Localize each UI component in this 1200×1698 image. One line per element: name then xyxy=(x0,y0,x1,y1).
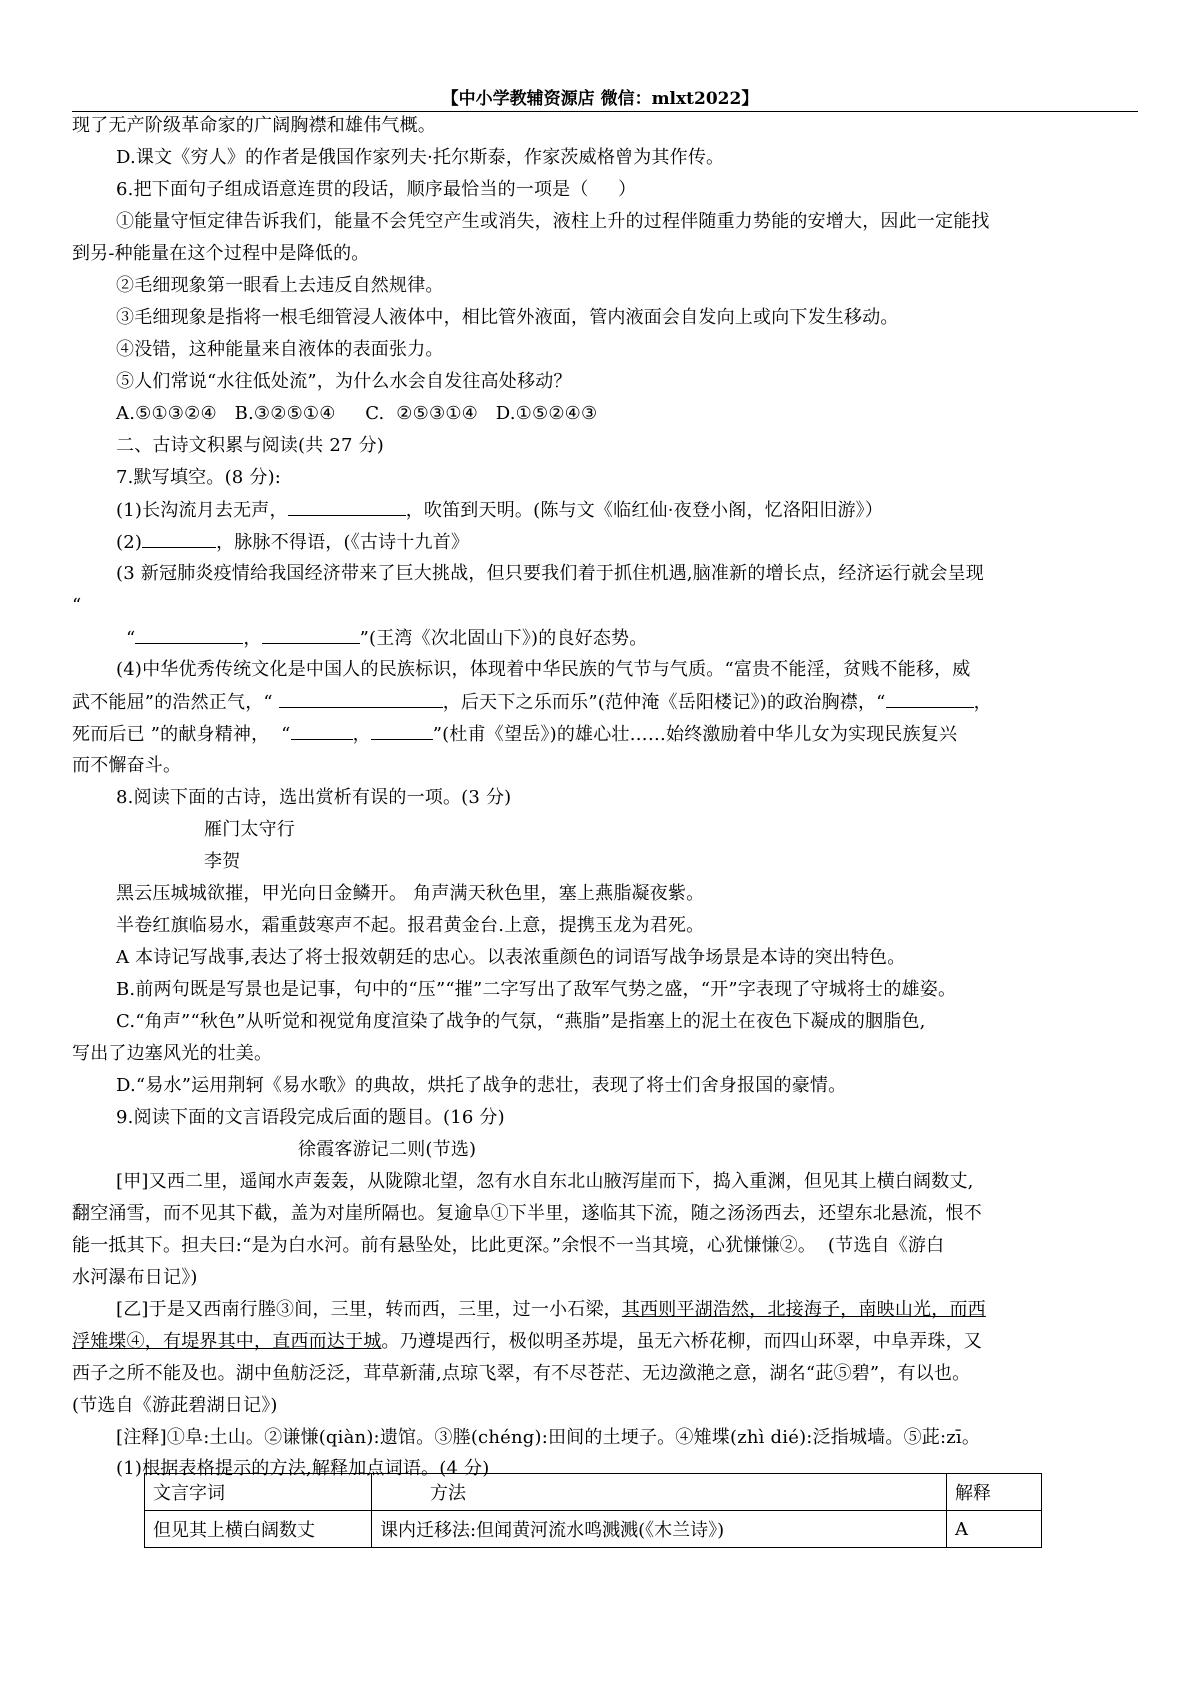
fill-line-4: (4)中华优秀传统文化是中国人的民族标识，体现着中华民族的气节与气质。“富贵不能淫，贫贱不能移，威 xyxy=(116,659,971,680)
answer-blank[interactable] xyxy=(371,721,433,740)
fill-text: ”(杜甫《望岳》)的雄心壮……始终激励着中华儿女为实现民族复兴 xyxy=(432,724,958,745)
sentence-3: ③毛细现象是指将一根毛细管浸人液体中，相比管外液面，管内液面会自发向上或向下发生移动。 xyxy=(116,307,899,328)
fill-text: ， xyxy=(973,692,992,713)
table-header: 解释 xyxy=(947,1474,1042,1511)
answer-blank[interactable] xyxy=(142,529,216,548)
fill-line-4b xyxy=(72,689,992,716)
answer-options: A.⑤①③②④ B.③②⑤①④ C. ②⑤③①④ D.①⑤②④③ xyxy=(116,403,598,424)
poem-title: 雁门太守行 xyxy=(204,819,295,840)
fill-line-2 xyxy=(116,529,469,556)
fill-text: (2) xyxy=(116,532,143,553)
annotation: [注释]①阜:土山。②谦慊(qiàn):遗馆。③塍(chéng):田间的土埂子。④雉堞(zhì dié):泛指城墙。⑤茈:zī。 xyxy=(116,1427,981,1448)
answer-table xyxy=(144,1473,1042,1548)
passage-title: 徐霞客游记二则(节选) xyxy=(298,1139,477,1160)
page-header: 【中小学教辅资源店 微信：mlxt2022】 xyxy=(441,89,759,109)
answer-blank[interactable] xyxy=(288,497,406,516)
table-cell: 课内迁移法:但闻黄河流水鸣溅溅(《木兰诗》) xyxy=(372,1511,947,1548)
fill-line-4c xyxy=(72,721,957,748)
option-d: D.课文《穷人》的作者是俄国作家列夫·托尔斯泰，作家茨威格曾为其作传。 xyxy=(116,147,725,168)
sentence-4: ④没错，这种能量来自液体的表面张力。 xyxy=(116,339,444,360)
fill-line-3b xyxy=(126,625,647,652)
passage-yi xyxy=(116,1297,986,1323)
fill-text: ，脉脉不得语，(《古诗十九首》 xyxy=(216,532,470,553)
text-line: 西子之所不能及也。湖中鱼舫泛泛，茸草新蒲,点琼飞翠，有不尽苍茫、无边潋滟之意，湖名“茈⑤碧”，有以也。 xyxy=(72,1363,971,1384)
header-rule xyxy=(72,111,1138,112)
table-header: 文言字词 xyxy=(145,1474,372,1511)
fill-line-1 xyxy=(116,497,883,524)
table-header: 方法 xyxy=(372,1474,947,1511)
fill-text: ，吹笛到天明。(陈与文《临红仙·夜登小阁，忆洛阳旧游》） xyxy=(405,500,884,521)
fill-text: (1)长沟流月去无声， xyxy=(116,500,288,521)
poem-line-2: 半卷红旗临易水，霜重鼓寒声不起。报君黄金台.上意，提携玉龙为君死。 xyxy=(116,915,705,936)
text-line: 现了无产阶级革命家的广阔胸襟和雄伟气概。 xyxy=(72,115,436,136)
underlined-text: 浮雉堞④，有堤界其中，直西而达于城 xyxy=(72,1331,382,1352)
text-line: 写出了边塞风光的壮美。 xyxy=(72,1043,273,1064)
option-a: A 本诗记写战事,表达了将士报效朝廷的忠心。以表浓重颜色的词语写战争场景是本诗的突出特色。 xyxy=(116,947,906,968)
text-line: 能一抵其下。担夫曰:“是为白水河。前有悬坠处，比此更深。”余恨不一当其境，心犹慊慊②。 (节选自《游白 xyxy=(72,1235,945,1256)
table-cell: 但见其上横白阔数丈 xyxy=(145,1511,372,1548)
text-line xyxy=(72,1329,982,1355)
underlined-text: 其西则平湖浩然，北接海子，南映山光，而西 xyxy=(621,1299,986,1320)
poem-line-1: 黑云压城城欲摧，甲光向日金鳞开。 角声满天秋色里，塞上燕脂凝夜紫。 xyxy=(116,883,705,904)
fill-text: 死而后已 ”的献身精神， “ xyxy=(72,724,291,745)
passage-text: [乙]于是又西南行塍③间，三里，转而西，三里，过一小石梁， xyxy=(116,1299,622,1320)
text-line: “ xyxy=(72,595,82,616)
text-line: (节选自《游茈碧湖日记》) xyxy=(72,1395,278,1416)
poem-author: 李贺 xyxy=(204,851,241,872)
table-row xyxy=(145,1511,1042,1548)
answer-blank[interactable] xyxy=(279,689,443,708)
table-header-row xyxy=(145,1474,1042,1511)
option-c: C.“角声”“秋色”从听觉和视觉角度渲染了战争的气氛，“燕脂”是指塞上的泥土在夜色下凝成的胭脂色, xyxy=(116,1011,926,1032)
text-line: 到另-种能量在这个过程中是降低的。 xyxy=(72,243,370,264)
question-9: 9.阅读下面的文言语段完成后面的题目。(16 分) xyxy=(116,1107,505,1128)
fill-text: ，后天下之乐而乐”(范仲淹《岳阳楼记》)的政治胸襟，“ xyxy=(442,692,886,713)
section-heading: 二、古诗文积累与阅读(共 27 分) xyxy=(116,435,384,456)
fill-text: ， xyxy=(352,724,371,745)
sentence-2: ②毛细现象第一眼看上去违反自然规律。 xyxy=(116,275,444,296)
option-b: B.前两句既是写景也是记事，句中的“压”“摧”二字写出了敌军气势之盛，“开”字表现了守城将士的雄姿。 xyxy=(116,979,957,1000)
fill-line-3: (3 新冠肺炎疫情给我国经济带来了巨大挑战，但只要我们着于抓住机遇,脑准新的增长点，经济运行就会呈现 xyxy=(116,563,984,584)
fill-text: ”(王湾《次北固山下》)的良好态势。 xyxy=(359,628,648,649)
question-7: 7.默写填空。(8 分): xyxy=(116,467,282,488)
fill-text: 武不能屈”的浩然正气，“ xyxy=(72,692,279,713)
table-cell[interactable]: A xyxy=(947,1511,1042,1548)
text-line: 而不懈奋斗。 xyxy=(72,755,182,776)
answer-blank[interactable] xyxy=(262,625,360,644)
question-8: 8.阅读下面的古诗，选出赏析有误的一项。(3 分) xyxy=(116,787,512,808)
passage-jia: [甲]又西二里，遥闻水声轰轰，从陇隙北望，忽有水自东北山腋泻崖而下，捣入重渊，但见其上横白阔数丈, xyxy=(116,1171,974,1192)
passage-text: 。乃遵堤西行，极似明圣苏堤，虽无六桥花柳，而四山环翠，中阜弄珠，又 xyxy=(381,1331,983,1352)
answer-blank[interactable] xyxy=(291,721,353,740)
sentence-5: ⑤人们常说“水往低处流”，为什么水会自发往高处移动？ xyxy=(116,371,572,392)
text-line: 翻空涌雪，而不见其下截，盖为对崖所隔也。复逾阜①下半里，遂临其下流，随之汤汤西去，还望东北悬流，恨不 xyxy=(72,1203,982,1224)
text-line: 水河瀑布日记》) xyxy=(72,1267,198,1288)
answer-blank[interactable] xyxy=(135,625,243,644)
sub-question-1: (1)根据表格提示的方法,解释加点词语。(4 分) xyxy=(116,1458,490,1479)
question-6: 6.把下面句子组成语意连贯的段话，顺序最恰当的一项是（ ） xyxy=(116,179,637,200)
fill-text: “ xyxy=(126,628,136,649)
option-d: D.“易水”运用荆轲《易水歌》的典故，烘托了战争的悲壮，表现了将士们舍身报国的豪情。 xyxy=(116,1075,847,1096)
answer-blank[interactable] xyxy=(886,689,974,708)
fill-text: ， xyxy=(243,628,262,649)
sentence-1: ①能量守恒定律告诉我们，能量不会凭空产生或消失，液柱上升的过程伴随重力势能的安增大，因此一定能找 xyxy=(116,211,990,232)
